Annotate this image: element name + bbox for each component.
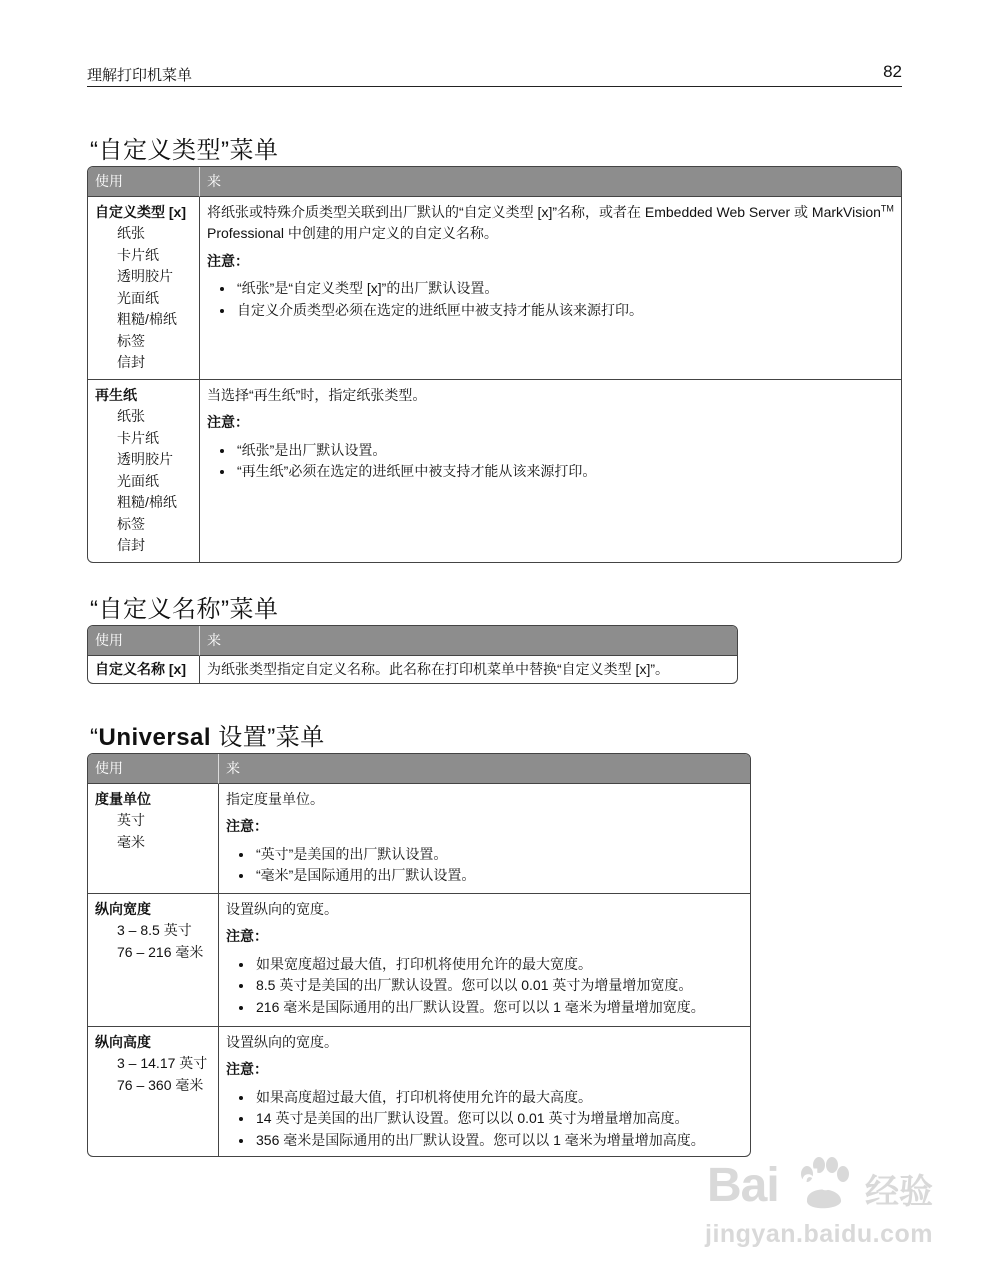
note-item: • “英寸”是美国的出厂默认设置。 [254, 844, 743, 866]
option-item: 标签 [117, 515, 145, 532]
note-item: • “毫米”是国际通用的出厂默认设置。 [254, 865, 743, 887]
col-header-use: 使用 [88, 626, 200, 656]
page-header [87, 64, 902, 87]
header-title: 理解打印机菜单 [87, 67, 193, 84]
option-item: 卡片纸 [117, 246, 159, 263]
menu-item-cell [88, 1027, 219, 1157]
universal-setup-table [87, 753, 751, 1157]
menu-item-title: 自定义名称 [x] [95, 660, 186, 677]
menu-item-title: 纵向宽度 [95, 900, 151, 917]
menu-item-cell [88, 894, 219, 1027]
title-rest: 设置”菜单 [211, 724, 325, 751]
watermark-jingyan-text: 经验 [865, 1173, 933, 1211]
watermark-url: jingyan.baidu.com [705, 1220, 933, 1248]
note-item: • 14 英寸是美国的出厂默认设置。您可以以 0.01 英寸为增量增加高度。 [254, 1108, 743, 1130]
description-cell [200, 197, 901, 380]
section-title-universal [90, 717, 325, 752]
trademark-mark: TM [880, 202, 894, 213]
description-cell [219, 894, 750, 1027]
table-row [88, 656, 737, 684]
col-header-use: 使用 [88, 754, 219, 784]
option-item: 标签 [117, 332, 145, 349]
option-item: 3 – 8.5 英寸 [117, 922, 192, 938]
note-item: • “再生纸”必须在选定的进纸匣中被支持才能从该来源打印。 [235, 461, 894, 483]
option-item: 光面纸 [117, 289, 159, 306]
menu-item-cell [88, 656, 200, 684]
title-bold-word: Universal [98, 724, 212, 751]
description-text: 设置纵向的宽度。 [226, 1033, 338, 1050]
description-text: 指定度量单位。 [226, 790, 324, 807]
description-cell [200, 380, 901, 562]
description-part: 将纸张或特殊介质类型关联到出厂默认的“自定义类型 [x]”名称，或者在 Embedded Web Server 或 MarkVision [207, 203, 881, 220]
notes-list [226, 844, 743, 887]
section-title-custom-type: “自定义类型”菜单 [90, 137, 279, 164]
note-label: 注意： [226, 818, 268, 834]
option-item: 卡片纸 [117, 429, 159, 446]
page-number: 82 [883, 62, 902, 81]
watermark-logo-text: Bai [707, 1159, 779, 1212]
option-item: 透明胶片 [117, 451, 173, 467]
col-header-to: 来 [200, 167, 901, 197]
description-text: 设置纵向的宽度。 [226, 900, 338, 917]
description-cell [219, 1027, 750, 1157]
table-row [88, 784, 750, 894]
note-label: 注意： [207, 252, 249, 269]
description-part: Professional 中创建的用户定义的自定义名称。 [207, 225, 498, 241]
table-header-row [88, 167, 901, 197]
table-header-row [88, 754, 750, 784]
custom-name-table [87, 625, 738, 684]
description-text: 当选择“再生纸”时，指定纸张类型。 [207, 386, 427, 403]
notes-list [207, 440, 894, 483]
option-item: 3 – 14.17 英寸 [117, 1055, 208, 1071]
note-item: • 如果高度超过最大值，打印机将使用允许的最大高度。 [254, 1087, 743, 1109]
note-item: • 自定义介质类型必须在选定的进纸匣中被支持才能从该来源打印。 [235, 300, 894, 322]
option-item: 英寸 [117, 812, 145, 828]
note-label: 注意： [226, 1061, 268, 1077]
title-quote: “ [90, 724, 99, 751]
description-text [207, 202, 894, 245]
table-row [88, 380, 901, 562]
option-item: 纸张 [117, 225, 145, 241]
note-item: • 216 毫米是国际通用的出厂默认设置。您可以以 1 毫米为增量增加宽度。 [254, 997, 743, 1019]
menu-item-cell [88, 380, 200, 562]
note-item: • “纸张”是“自定义类型 [x]”的出厂默认设置。 [235, 278, 894, 300]
option-item: 光面纸 [117, 472, 159, 489]
menu-item-title: 再生纸 [95, 386, 137, 403]
note-item: • “纸张”是出厂默认设置。 [235, 440, 894, 462]
table-header-row [88, 626, 737, 656]
table-row [88, 197, 901, 380]
option-item: 粗糙/棉纸 [117, 494, 177, 510]
menu-item-title: 度量单位 [95, 790, 151, 807]
notes-list [207, 278, 894, 321]
option-item: 76 – 216 毫米 [117, 943, 204, 960]
note-label: 注意： [207, 414, 249, 430]
note-item: • 如果宽度超过最大值，打印机将使用允许的最大宽度。 [254, 954, 743, 976]
description-cell [219, 784, 750, 894]
col-header-use: 使用 [88, 167, 200, 197]
watermark-logo-du: du [801, 1164, 836, 1197]
description-cell [200, 656, 737, 684]
note-label: 注意： [226, 928, 268, 944]
option-item: 纸张 [117, 408, 145, 424]
option-item: 76 – 360 毫米 [117, 1076, 204, 1093]
note-item: • 8.5 英寸是美国的出厂默认设置。您可以以 0.01 英寸为增量增加宽度。 [254, 975, 743, 997]
col-header-to: 来 [200, 626, 737, 656]
option-item: 毫米 [117, 833, 145, 850]
menu-item-title: 自定义类型 [x] [95, 203, 186, 220]
table-row [88, 894, 750, 1027]
menu-item-cell [88, 197, 200, 380]
description-text: 为纸张类型指定自定义名称。此名称在打印机菜单中替换“自定义类型 [x]”。 [207, 660, 669, 677]
notes-list [226, 1087, 743, 1152]
custom-type-table [87, 166, 902, 563]
baidu-jingyan-watermark [693, 1150, 943, 1265]
section-title-custom-name: “自定义名称”菜单 [90, 596, 279, 623]
option-item: 信封 [117, 537, 145, 553]
notes-list [226, 954, 743, 1019]
menu-item-cell [88, 784, 219, 894]
table-row [88, 1027, 750, 1157]
option-item: 粗糙/棉纸 [117, 311, 177, 327]
note-item: • 356 毫米是国际通用的出厂默认设置。您可以以 1 毫米为增量增加高度。 [254, 1130, 743, 1152]
col-header-to: 来 [219, 754, 750, 784]
menu-item-title: 纵向高度 [95, 1033, 151, 1050]
option-item: 透明胶片 [117, 268, 173, 284]
option-item: 信封 [117, 354, 145, 370]
